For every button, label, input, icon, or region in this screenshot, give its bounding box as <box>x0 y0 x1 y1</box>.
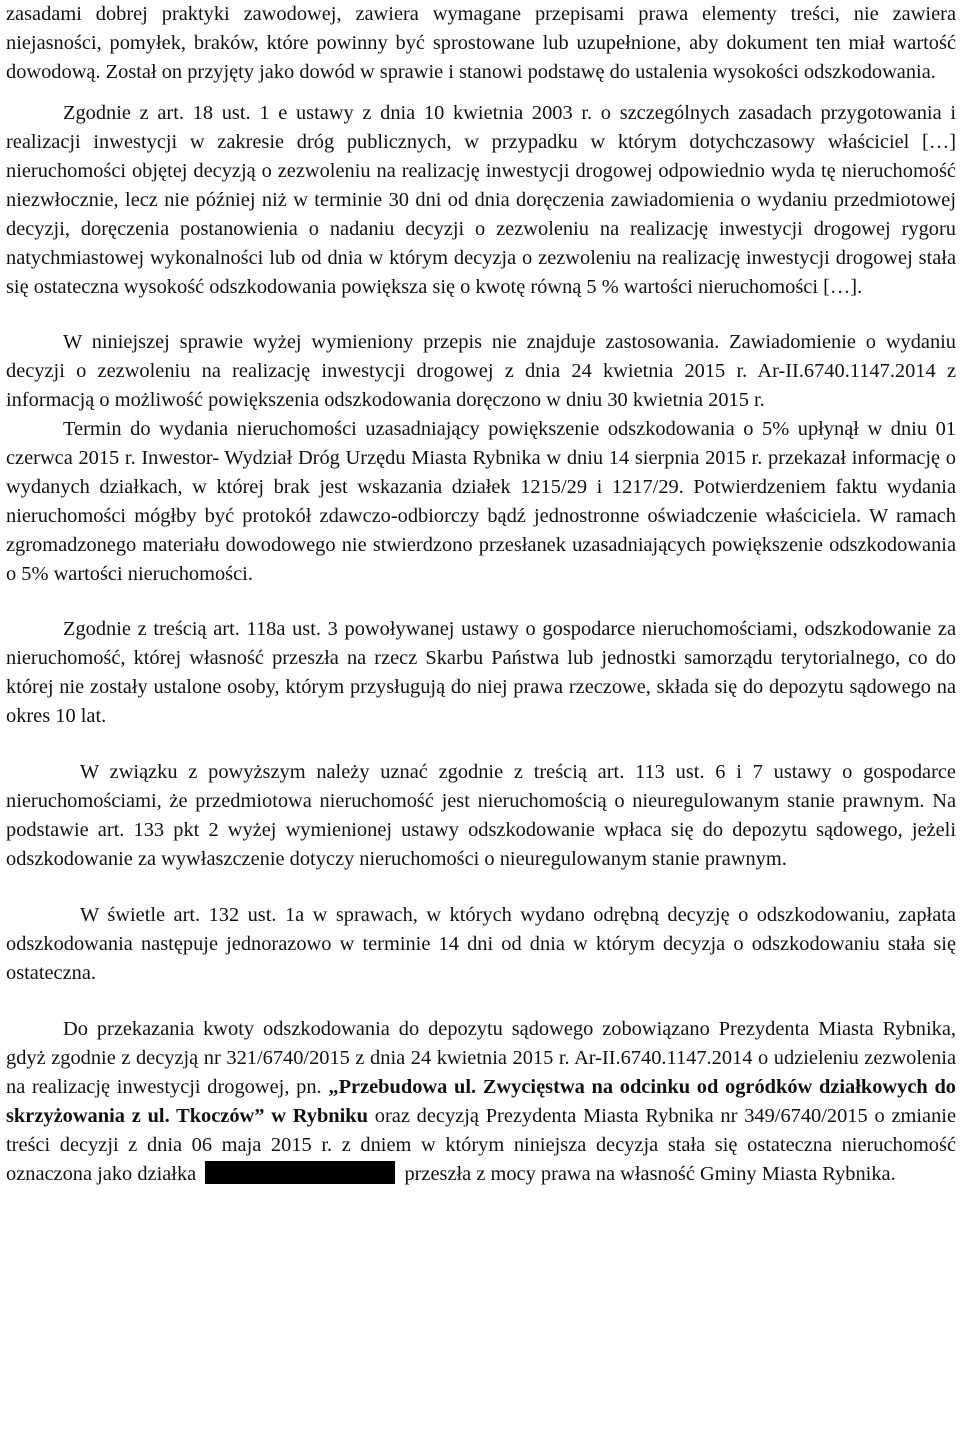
redacted-parcel-number <box>205 1161 395 1184</box>
paragraph-deadline: Termin do wydania nieruchomości uzasadniający powiększenie odszkodowania o 5% upłynął w dniu 01 czerwca 2015 r. Inwestor- Wydział Dróg Urzędu Miasta Rybnika w dniu 14 sierpnia 2015 r. przekazał informację o wydanych działkach, w której brak jest wskazania działek 1215/29 i 1217/29. Potwierdzeniem faktu wydania nieruchomości mógłby być protokół zdawczo-odbiorczy bądź jednostronne oświadczenie właściciela. W ramach zgromadzonego materiału dowodowego nie stwierdzono przesłanek uzasadniających powiększenie odszkodowania o 5% wartości nieruchomości. <box>6 418 956 585</box>
paragraph-deposit <box>6 1015 956 1189</box>
investment-name: „Przebudowa ul. Zwycięstwa na odcinku od ogródków działkowych do skrzyżowania z ul. Tkoczów” w Rybniku <box>6 1076 957 1127</box>
deposit-text-part1: Do przekazania kwoty odszkodowania do depozytu sądowego zobowiązano Prezydenta Miasta Rybnika, gdyż zgodnie z decyzją nr 321/6740/2015 z dnia 24 kwietnia 2015 r. Ar-II.6740.1147.2014 o udzieleniu zezwolenia na realizację inwestycji drogowej, pn. <box>6 1018 956 1098</box>
paragraph-art118a: Zgodnie z treścią art. 118a ust. 3 powoływanej ustawy o gospodarce nieruchomościami, odszkodowanie za nieruchomość, której własność przeszła na rzecz Skarbu Państwa lub jednostki samorządu terytorialnego, co do której nie zostały ustalone osoby, którym przysługują do niej prawa rzeczowe, składa się do depozytu sądowego na okres 10 lat. <box>6 618 956 727</box>
paragraph-evidence: zasadami dobrej praktyki zawodowej, zawiera wymagane przepisami prawa elementy treści, nie zawiera niejasności, pomyłek, braków, które powinny być sprostowane lub uzupełnione, aby dokument ten miał wartość dowodową. Został on przyjęty jako dowód w sprawie i stanowi podstawę do ustalenia wysokości odszkodowania. <box>6 3 956 83</box>
deposit-text-part3: przeszła z mocy prawa na własność Gminy Miasta Rybnika. <box>404 1163 896 1185</box>
paragraph-art113: W związku z powyższym należy uznać zgodnie z treścią art. 113 ust. 6 i 7 ustawy o gospodarce nieruchomościami, że przedmiotowa nieruchomość jest nieruchomością o nieuregulowanym stanie prawnym. Na podstawie art. 133 pkt 2 wyżej wymienionej ustawy odszkodowanie wpłaca się do depozytu sądowego, jeżeli odszkodowanie za wywłaszczenie dotyczy nieruchomości o nieuregulowanym stanie prawnym. <box>6 761 956 870</box>
paragraph-art18: Zgodnie z art. 18 ust. 1 e ustawy z dnia 10 kwietnia 2003 r. o szczególnych zasadach przygotowania i realizacji inwestycji w zakresie dróg publicznych, w przypadku w którym dotychczasowy właściciel […] nieruchomości objętej decyzją o zezwoleniu na realizację inwestycji drogowej odpowiednio wyda tę nieruchomość niezwłocznie, lecz nie później niż w terminie 30 dni od dnia doręczenia zawiadomienia o wydaniu przedmiotowej decyzji, doręczenia postanowienia o nadaniu decyzji o zezwoleniu na realizację inwestycji drogowej rygoru natychmiastowej wykonalności lub od dnia w którym decyzja o zezwoleniu na realizację inwestycji drogowej stała się ostateczna wysokość odszkodowania powiększa się o kwotę równą 5 % wartości nieruchomości […]. <box>6 102 956 298</box>
paragraph-not-applicable: W niniejszej sprawie wyżej wymieniony przepis nie znajduje zastosowania. Zawiadomienie o wydaniu decyzji o zezwoleniu na realizację inwestycji drogowej z dnia 24 kwietnia 2015 r. Ar-II.6740.1147.2014 z informacją o możliwość powiększenia odszkodowania doręczono w dniu 30 kwietnia 2015 r. <box>6 331 956 411</box>
deposit-text-part2: oraz decyzją Prezydenta Miasta Rybnika nr 349/6740/2015 o zmianie treści decyzji z dnia 06 maja 2015 r. z dniem w którym niniejsza decyzja stała się ostateczna nieruchomość oznaczona jako działka <box>6 1105 956 1185</box>
paragraph-art132: W świetle art. 132 ust. 1a w sprawach, w których wydano odrębną decyzję o odszkodowaniu, zapłata odszkodowania następuje jednorazowo w terminie 14 dni od dnia w którym decyzja o odszkodowaniu stała się ostateczna. <box>6 904 956 984</box>
